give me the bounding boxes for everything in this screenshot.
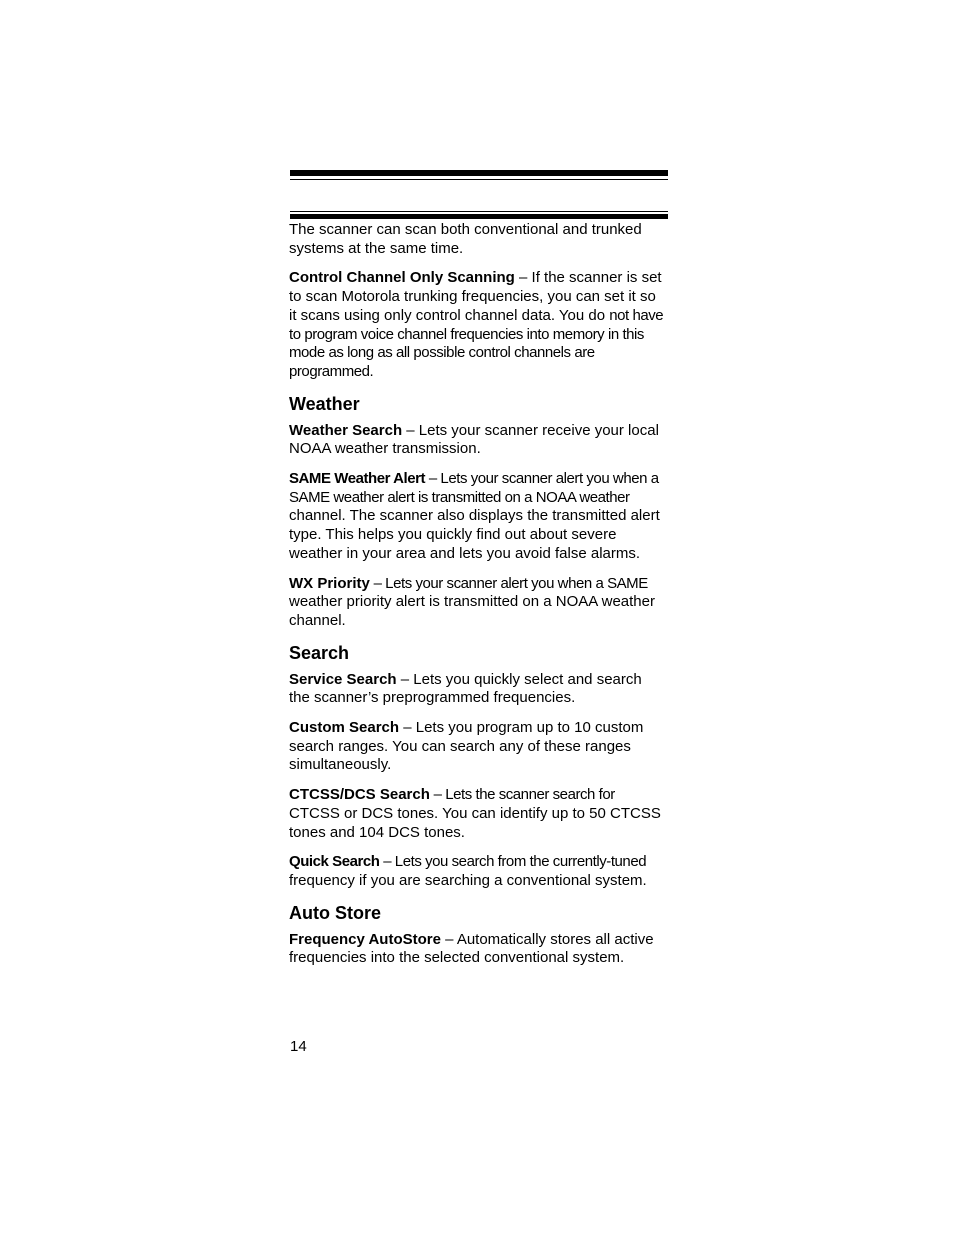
same-weather-alert-text-a: – Lets your scanner alert you when a SAME weather alert is transmitted on a NOAA weather [289, 470, 659, 506]
same-weather-alert-text-b: channel. The scanner also displays the transmitted alert type. This helps you quickly find out about severe weather in your area and lets you avoid false alarms. [289, 507, 660, 562]
header-rule-thick [290, 170, 668, 176]
frequency-autostore-paragraph [289, 931, 665, 968]
service-search-term: Service Search [289, 670, 397, 688]
custom-search-text: – Lets you program up to 10 custom search ranges. You can search any of these ranges simultaneously. [289, 719, 644, 774]
intro-paragraph: The scanner can scan both conventional and trunked systems at the same time. [289, 221, 642, 257]
custom-search-term: Custom Search [289, 719, 400, 737]
control-channel-paragraph [289, 269, 665, 381]
section-rule-thin [290, 211, 668, 212]
wx-priority-text-b: weather priority alert is transmitted on a NOAA weather channel. [289, 593, 655, 629]
custom-search-paragraph [289, 719, 665, 775]
ctcss-dcs-search-text-b: CTCSS or DCS tones. You can identify up to 50 CTCSS tones and 104 DCS tones. [289, 804, 661, 841]
search-heading: Search [289, 642, 350, 663]
page-content [289, 221, 665, 979]
section-rule-thick [290, 214, 668, 219]
quick-search-text-a: – Lets you search from the currently-tuned [379, 853, 647, 871]
wx-priority-paragraph [289, 575, 665, 631]
service-search-text: – Lets you quickly select and search the scanner’s preprogrammed frequencies. [289, 670, 642, 707]
auto-store-heading: Auto Store [289, 902, 381, 923]
quick-search-text-b: frequency if you are searching a conventional system. [289, 871, 647, 889]
wx-priority-term: WX Priority [289, 574, 370, 592]
same-weather-alert-term: SAME Weather Alert [289, 470, 426, 488]
frequency-autostore-text: – Automatically stores all active frequencies into the selected conventional system. [289, 930, 654, 967]
page-number: 14 [290, 1038, 307, 1055]
control-channel-text-b: not have to program voice channel frequencies into memory in this mode as long as all possible control channels are programmed. [289, 306, 664, 380]
ctcss-dcs-search-paragraph [289, 786, 665, 842]
quick-search-paragraph [289, 853, 665, 890]
quick-search-term: Quick Search [289, 853, 380, 871]
service-search-paragraph [289, 671, 665, 708]
weather-heading: Weather [289, 393, 360, 414]
control-channel-term: Control Channel Only Scanning [289, 269, 515, 287]
control-channel-text-a: – If the scanner is set to scan Motorola trunking frequencies, you can set it so it scans using only control channel data. You do [289, 269, 662, 324]
weather-search-paragraph [289, 422, 665, 459]
ctcss-dcs-search-term: CTCSS/DCS Search [289, 786, 430, 804]
same-weather-alert-paragraph [289, 470, 665, 564]
weather-search-text: – Lets your scanner receive your local NOAA weather transmission. [289, 421, 659, 458]
frequency-autostore-term: Frequency AutoStore [289, 930, 441, 948]
ctcss-dcs-search-text-a: – Lets the scanner search for [429, 786, 615, 804]
wx-priority-text-a: – Lets your scanner alert you when a SAME [369, 574, 648, 592]
weather-search-term: Weather Search [289, 421, 403, 439]
header-rule-thin [290, 179, 668, 180]
